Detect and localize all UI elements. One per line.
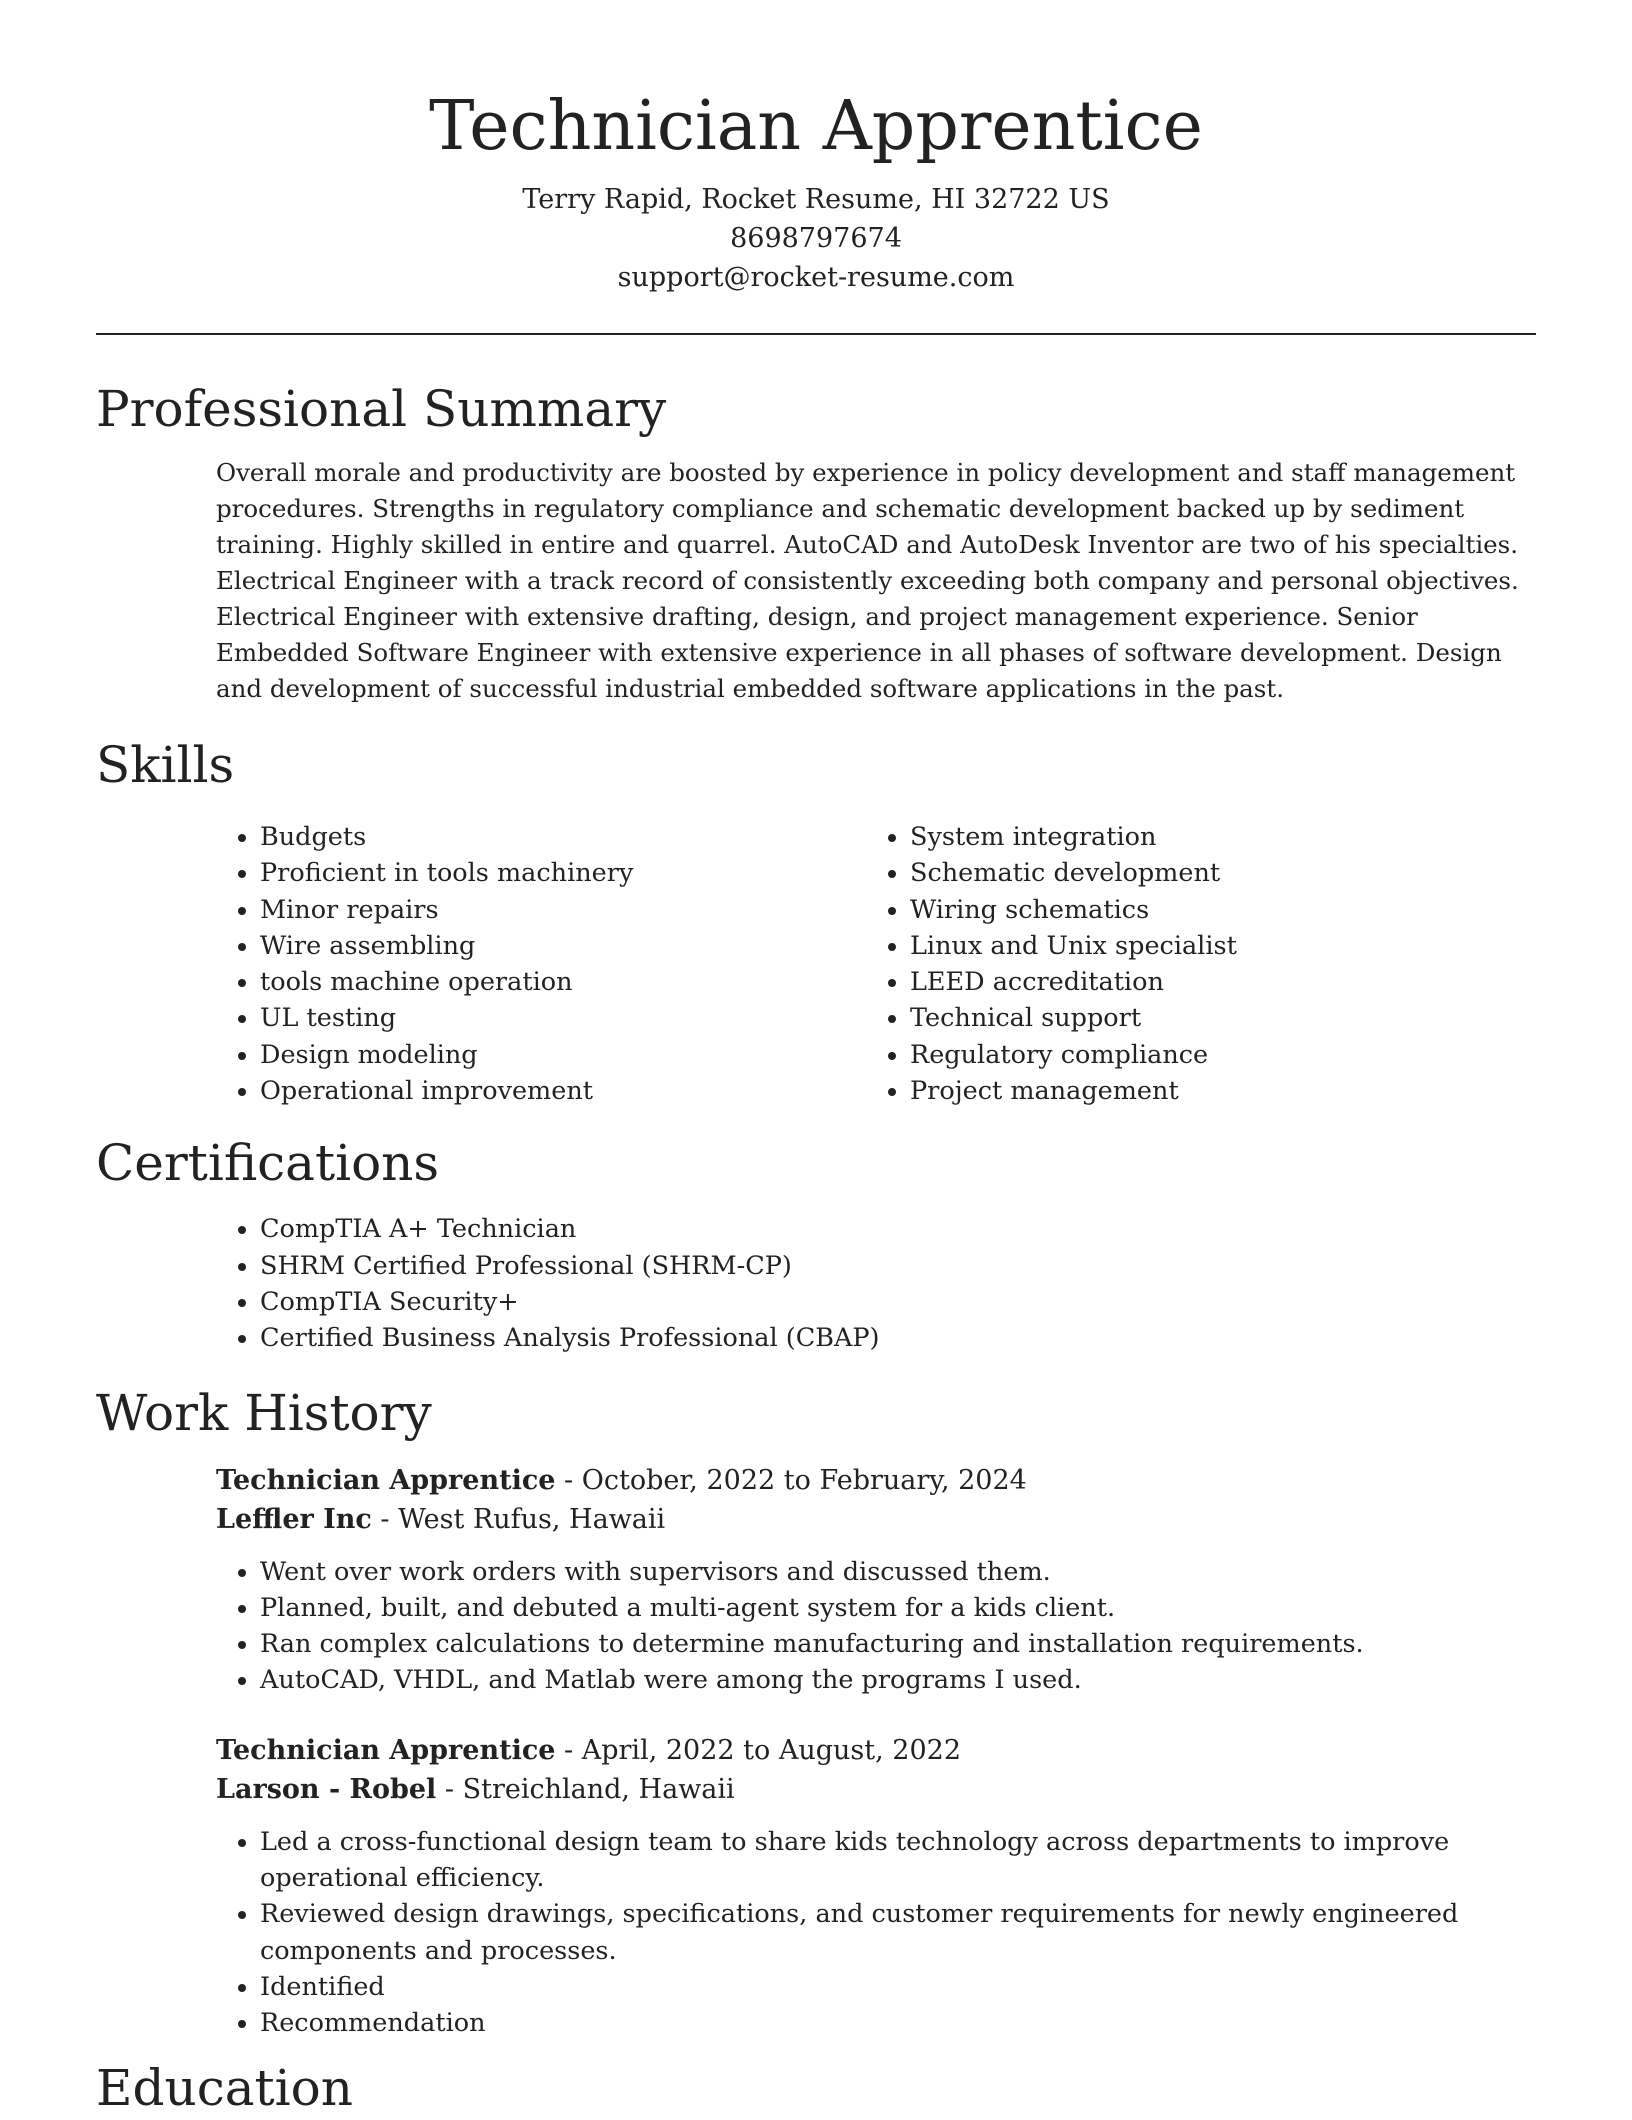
job-duties [216,1824,1460,2042]
job-entry [216,1461,1536,1699]
work-history-heading: Work History [96,1383,432,1442]
job-duty-item: • AutoCAD, VHDL, and Matlab were among the programs I used. [260,1662,1460,1698]
job-title-line [216,1461,1536,1500]
job-duty-item: • Identified [260,1969,1460,2005]
certification-item: • Certified Business Analysis Professional (CBAP) [260,1320,1536,1356]
skill-item: • Proficient in tools machinery [260,855,866,891]
skill-item: • Schematic development [910,855,1516,891]
resume-name: Technician Apprentice [429,87,1203,166]
header-divider [96,333,1536,335]
contact-info [96,180,1536,297]
job-role: Technician Apprentice [216,1464,556,1496]
skill-item: • Design modeling [260,1037,866,1073]
job-company-line [216,1770,1536,1809]
skill-item: • Technical support [910,1000,1516,1036]
job-location: - West Rufus, Hawaii [371,1503,666,1535]
summary-heading: Professional Summary [96,380,667,438]
contact-email: support@rocket-resume.com [617,262,1015,293]
job-company: Larson - Robel [216,1773,437,1805]
contact-address: Terry Rapid, Rocket Resume, HI 32722 US [522,184,1110,215]
skill-item: • Operational improvement [260,1073,866,1109]
job-duties [216,1554,1460,1699]
summary-text: Overall morale and productivity are boosted by experience in policy development and staff management procedures. Strengths in regulatory compliance and schematic development backed up by sediment training. Highly skilled in entire and quarrel. AutoCAD and AutoDesk Inventor are two of his specialties. Electrical Engineer with a track record of consistently exceeding both company and personal objectives. Electrical Engineer with extensive drafting, design, and project management experience. Senior Embedded Software Engineer with extensive experience in all phases of software development. Design and development of successful industrial embedded software applications in the past. [216,458,1519,703]
skill-item: • Project management [910,1073,1516,1109]
skill-item: • Linux and Unix specialist [910,928,1516,964]
certifications-list [216,1211,1536,1356]
certifications-heading: Certifications [96,1134,440,1193]
contact-phone: 8698797674 [730,223,902,254]
certification-item: • SHRM Certified Professional (SHRM-CP) [260,1248,1536,1284]
skill-item: • System integration [910,819,1516,855]
job-location: - Streichland, Hawaii [436,1773,735,1805]
job-duty-item: • Reviewed design drawings, specifications, and customer requirements for newly engineered components and processes. [260,1896,1460,1969]
resume-header [96,0,1536,297]
education-heading: Education [96,2058,353,2117]
job-dates: - October, 2022 to February, 2024 [555,1464,1027,1496]
job-duty-item: • Recommendation [260,2005,1460,2041]
skill-item: • Minor repairs [260,892,866,928]
job-duty-item: • Went over work orders with supervisors and discussed them. [260,1554,1460,1590]
certification-item: • CompTIA Security+ [260,1284,1536,1320]
skills-list [216,819,1536,1109]
certification-item: • CompTIA A+ Technician [260,1211,1536,1247]
skills-column-right [866,819,1516,1109]
skills-heading: Skills [96,736,235,794]
skill-item: • Wiring schematics [910,892,1516,928]
job-duty-item: • Led a cross-functional design team to share kids technology across departments to improve operational efficiency. [260,1824,1460,1897]
skill-item: • Budgets [260,819,866,855]
resume-page [96,0,1536,2120]
job-dates: - April, 2022 to August, 2022 [555,1734,961,1766]
job-duty-item: • Ran complex calculations to determine manufacturing and installation requirements. [260,1626,1460,1662]
job-role: Technician Apprentice [216,1734,556,1766]
job-company: Leffler Inc [216,1503,372,1535]
skill-item: • tools machine operation [260,964,866,1000]
job-duty-item: • Planned, built, and debuted a multi-agent system for a kids client. [260,1590,1460,1626]
skills-column-left [216,819,866,1109]
skill-item: • UL testing [260,1000,866,1036]
job-title-line [216,1731,1536,1770]
job-company-line [216,1500,1536,1539]
skill-item: • Regulatory compliance [910,1037,1516,1073]
job-entry [216,1731,1536,2042]
skill-item: • Wire assembling [260,928,866,964]
skill-item: • LEED accreditation [910,964,1516,1000]
